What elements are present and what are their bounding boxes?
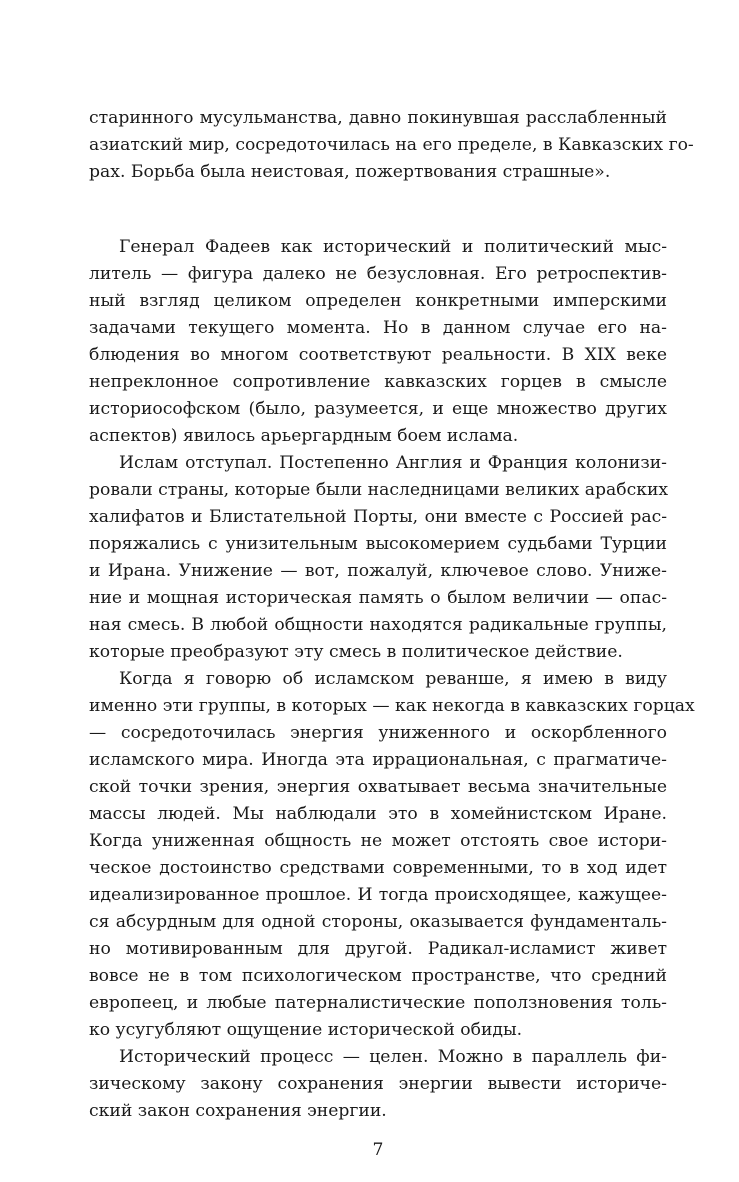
text-line: ровали страны, которые были наследницами великих арабских (89, 480, 669, 500)
text-line: блюдения во многом соответствуют реальности. В XIX веке (89, 345, 667, 365)
text-line: идеализированное прошлое. И тогда происходящее, кажущее- (89, 885, 667, 905)
text-line: ческое достоинство средствами современными, то в ход идет (89, 858, 667, 878)
text-line: Когда униженная общность не может отстоять свое истори- (89, 831, 667, 851)
text-line: ся абсурдным для одной стороны, оказывается фундаменталь- (89, 912, 667, 932)
book-page (89, 0, 695, 1182)
text-line: вовсе не в том психологическом пространстве, что средний (89, 966, 667, 986)
text-line: — сосредоточилась энергия униженного и оскорбленного (89, 723, 667, 743)
text-line: зическому закону сохранения энергии вывести историче- (89, 1074, 667, 1094)
page-number: 7 (372, 1140, 384, 1160)
text-line: литель — фигура далеко не безусловная. Его ретроспектив- (89, 264, 667, 284)
text-line: халифатов и Блистательной Порты, они вместе с Россией рас- (89, 507, 667, 527)
text-line: и Ирана. Унижение — вот, пожалуй, ключевое слово. Униже- (89, 561, 667, 581)
text-line: Генерал Фадеев как исторический и политический мыс- (119, 237, 667, 257)
text-line: но мотивированным для другой. Радикал-исламист живет (89, 939, 667, 959)
text-line: ная смесь. В любой общности находятся радикальные группы, (89, 615, 667, 635)
text-line: Исторический процесс — целен. Можно в параллель фи- (119, 1047, 667, 1067)
text-line: старинного мусульманства, давно покинувшая расслабленный (89, 108, 667, 128)
text-line: исламского мира. Иногда эта иррациональная, с прагматиче- (89, 750, 667, 770)
text-line: рах. Борьба была неистовая, пожертвования страшные». (89, 162, 611, 182)
text-line: массы людей. Мы наблюдали это в хомейнистском Иране. (89, 804, 667, 824)
text-line: европеец, и любые патерналистические поползновения толь- (89, 993, 667, 1013)
text-line: ский закон сохранения энергии. (89, 1101, 387, 1121)
text-line: Когда я говорю об исламском реванше, я имею в виду (119, 669, 667, 689)
text-line: историософском (было, разумеется, и еще множество других (89, 399, 667, 419)
text-line: ской точки зрения, энергия охватывает весьма значительные (89, 777, 667, 797)
text-line: ко усугубляют ощущение исторической обиды. (89, 1020, 523, 1040)
text-line: которые преобразуют эту смесь в политическое действие. (89, 642, 623, 662)
text-line: Ислам отступал. Постепенно Англия и Франция колонизи- (119, 453, 667, 473)
text-line: азиатский мир, сосредоточилась на его пределе, в Кавказских го- (89, 135, 694, 155)
text-line: именно эти группы, в которых — как некогда в кавказских горцах (89, 696, 695, 716)
text-line: задачами текущего момента. Но в данном случае его на- (89, 318, 667, 338)
text-line: поряжались с унизительным высокомерием судьбами Турции (89, 534, 667, 554)
text-line: ние и мощная историческая память о былом величии — опас- (89, 588, 667, 608)
text-line: непреклонное сопротивление кавказских горцев в смысле (89, 372, 667, 392)
text-line: аспектов) явилось арьергардным боем ислама. (89, 426, 519, 446)
text-line: ный взгляд целиком определен конкретными имперскими (89, 291, 667, 311)
